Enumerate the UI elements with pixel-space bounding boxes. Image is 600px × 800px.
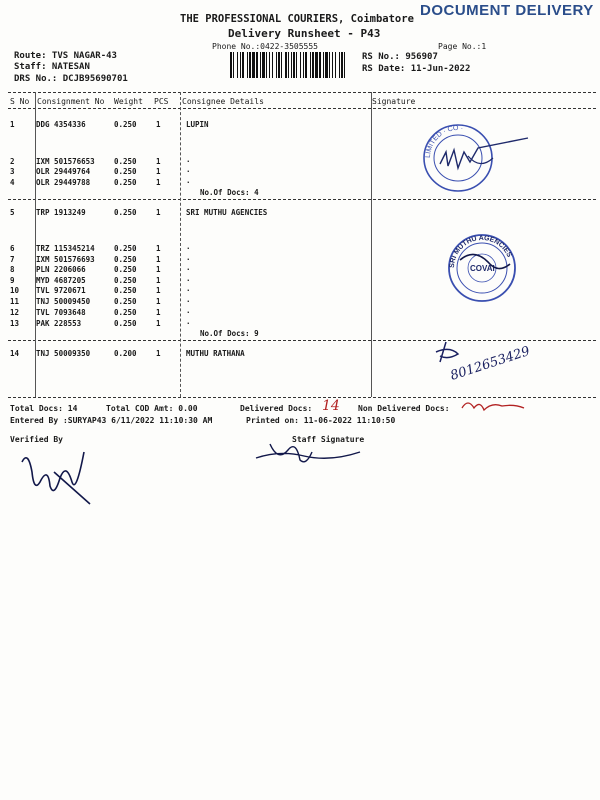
row-pcs: 1: [156, 349, 161, 358]
non-delivered-scribble: [458, 396, 528, 416]
row-weight: 0.250: [114, 308, 137, 317]
barcode-bar: [341, 52, 343, 78]
row-pcs: 1: [156, 255, 161, 264]
barcode-bar: [269, 52, 270, 78]
drs-number: DRS No.: DCJB95690701: [14, 74, 128, 84]
row-pcs: 1: [156, 308, 161, 317]
barcode-bar: [323, 52, 324, 78]
barcode-bar: [233, 52, 234, 78]
barcode-bar: [252, 52, 255, 78]
page-title: Delivery Runsheet - P43: [228, 27, 381, 40]
row-weight: 0.250: [114, 120, 137, 129]
route-label: Route: TVS NAGAR-43: [14, 51, 117, 61]
printed-on: Printed on: 11-06-2022 11:10:50: [246, 416, 396, 425]
row-sno: 1: [10, 120, 15, 129]
row-pcs: 1: [156, 208, 161, 217]
row-weight: 0.250: [114, 286, 137, 295]
barcode-bar: [260, 52, 261, 78]
row-details: .: [186, 242, 191, 251]
row-details: .: [186, 284, 191, 293]
delivered-docs-value: 14: [322, 398, 340, 414]
group1-rule: [8, 199, 596, 200]
row-details: .: [186, 165, 191, 174]
row-weight: 0.250: [114, 319, 137, 328]
svg-text:LIMITED · CO ·: LIMITED · CO ·: [424, 124, 464, 159]
staff-signature: [250, 436, 370, 470]
row-weight: 0.200: [114, 349, 137, 358]
row-consignment: PLN 2206066: [36, 265, 86, 274]
row-details: .: [186, 306, 191, 315]
barcode-bar: [247, 52, 248, 78]
row-consignment: OLR 29449788: [36, 178, 91, 187]
agency-seal-stamp: [440, 230, 530, 310]
barcode-bar: [325, 52, 328, 78]
row-sno: 4: [10, 178, 15, 187]
row-pcs: 1: [156, 157, 161, 166]
col-header-consignee: Consignee Details: [182, 97, 264, 106]
row-weight: 0.250: [114, 157, 137, 166]
docs-count: No.Of Docs: 4: [200, 188, 259, 197]
row-pcs: 1: [156, 167, 161, 176]
row-consignment: IXM 501576693: [36, 255, 95, 264]
row-consignment: TRZ 115345214: [36, 244, 95, 253]
non-delivered-docs-label: Non Delivered Docs:: [358, 404, 450, 413]
consignee-name: SRI MUTHU AGENCIES: [186, 208, 268, 217]
row-sno: 3: [10, 167, 15, 176]
row-sno: 12: [10, 308, 20, 317]
col-header-consignment: Consignment No: [37, 97, 105, 106]
row-consignment: IXM 501576653: [36, 157, 95, 166]
docs-count: No.Of Docs: 9: [200, 329, 259, 338]
barcode-bar: [293, 52, 295, 78]
barcode-bar: [329, 52, 330, 78]
barcode-bar: [281, 52, 282, 78]
row-weight: 0.250: [114, 208, 137, 217]
barcode-bar: [339, 52, 340, 78]
col-header-weight: Weight: [114, 97, 143, 106]
row-pcs: 1: [156, 286, 161, 295]
table-header-rule: [8, 108, 596, 109]
row-weight: 0.250: [114, 276, 137, 285]
row-sno: 11: [10, 297, 20, 306]
delivered-docs-label: Delivered Docs:: [240, 404, 313, 413]
row-sno: 2: [10, 157, 15, 166]
row-details: .: [186, 274, 191, 283]
barcode-bar: [312, 52, 314, 78]
row-pcs: 1: [156, 297, 161, 306]
company-name: THE PROFESSIONAL COURIERS, Coimbatore: [180, 13, 414, 25]
row-weight: 0.250: [114, 244, 137, 253]
barcode-bar: [242, 52, 244, 78]
svg-text:8012653429: 8012653429: [448, 343, 532, 384]
row-details: .: [186, 176, 191, 185]
row-pcs: 1: [156, 276, 161, 285]
barcode-bar: [278, 52, 280, 78]
barcode-bar: [276, 52, 277, 78]
barcode-bar: [332, 52, 333, 78]
row-sno: 9: [10, 276, 15, 285]
row-details: .: [186, 317, 191, 326]
row-details: .: [186, 295, 191, 304]
entered-by: Entered By :SURYAP43 6/11/2022 11:10:30 AM: [10, 416, 213, 425]
row-sno: 14: [10, 349, 20, 358]
barcode-bar: [256, 52, 258, 78]
barcode: [230, 52, 350, 78]
row-consignment: MYD 4687205: [36, 276, 86, 285]
row-consignment: OLR 29449764: [36, 167, 91, 176]
barcode-bar: [310, 52, 311, 78]
consignee-name: MUTHU RATHANA: [186, 349, 245, 358]
barcode-bar: [291, 52, 292, 78]
row-weight: 0.250: [114, 255, 137, 264]
barcode-bar: [237, 52, 238, 78]
row-weight: 0.250: [114, 297, 137, 306]
col-divider-signature: [371, 92, 372, 397]
row-pcs: 1: [156, 319, 161, 328]
table-top-rule: [8, 92, 596, 93]
barcode-bar: [335, 52, 336, 78]
total-docs: Total Docs: 14: [10, 404, 78, 413]
row-consignment: PAK 228553: [36, 319, 82, 328]
handwritten-phone: [430, 332, 550, 392]
barcode-bar: [288, 52, 289, 78]
rs-date: RS Date: 11-Jun-2022: [362, 64, 471, 74]
svg-text:SRI MUTHU AGENCIES: SRI MUTHU AGENCIES: [448, 234, 513, 269]
barcode-bar: [305, 52, 307, 78]
barcode-bar: [262, 52, 265, 78]
row-sno: 13: [10, 319, 20, 328]
barcode-bar: [285, 52, 287, 78]
row-pcs: 1: [156, 178, 161, 187]
document-delivery-stamp: DOCUMENT DELIVERY: [420, 2, 594, 19]
barcode-bar: [266, 52, 267, 78]
row-sno: 5: [10, 208, 15, 217]
barcode-bar: [230, 52, 232, 78]
col-divider-consignee: [180, 92, 181, 397]
row-sno: 8: [10, 265, 15, 274]
row-consignment: TNJ 50009350: [36, 349, 91, 358]
verified-by-label: Verified By: [10, 435, 63, 444]
row-consignment: TVL 7093648: [36, 308, 86, 317]
row-sno: 7: [10, 255, 15, 264]
barcode-bar: [303, 52, 304, 78]
barcode-bar: [296, 52, 297, 78]
row-details: .: [186, 253, 191, 262]
consignee-name: LUPIN: [186, 120, 209, 129]
barcode-bar: [344, 52, 345, 78]
barcode-bar: [319, 52, 321, 78]
company-seal-stamp: [418, 118, 538, 198]
rs-number: RS No.: 956907: [362, 52, 438, 62]
phone-number: Phone No.:0422-3505555: [212, 42, 318, 51]
barcode-bar: [249, 52, 251, 78]
page-number: Page No.:1: [438, 42, 487, 51]
row-consignment: DDG 4354336: [36, 120, 86, 129]
barcode-bar: [272, 52, 273, 78]
row-sno: 6: [10, 244, 15, 253]
row-details: .: [186, 263, 191, 272]
row-consignment: TNJ 50009450: [36, 297, 91, 306]
barcode-bar: [315, 52, 318, 78]
col-header-sno: S No: [10, 97, 30, 106]
barcode-bar: [300, 52, 301, 78]
staff-label: Staff: NATESAN: [14, 62, 90, 72]
row-pcs: 1: [156, 244, 161, 253]
staff-signature-label: Staff Signature: [292, 435, 365, 444]
col-header-pcs: PCS: [154, 97, 169, 106]
row-pcs: 1: [156, 120, 161, 129]
verifier-signature: [14, 442, 104, 512]
svg-text:COVAI: COVAI: [470, 264, 495, 273]
col-header-signature: Signature: [372, 97, 416, 106]
row-sno: 10: [10, 286, 20, 295]
row-consignment: TVL 9720671: [36, 286, 86, 295]
row-details: .: [186, 155, 191, 164]
row-weight: 0.250: [114, 167, 137, 176]
row-consignment: TRP 1913249: [36, 208, 86, 217]
row-pcs: 1: [156, 265, 161, 274]
row-weight: 0.250: [114, 265, 137, 274]
row-weight: 0.250: [114, 178, 137, 187]
barcode-bar: [240, 52, 241, 78]
total-cod-amount: Total COD Amt: 0.00: [106, 404, 198, 413]
